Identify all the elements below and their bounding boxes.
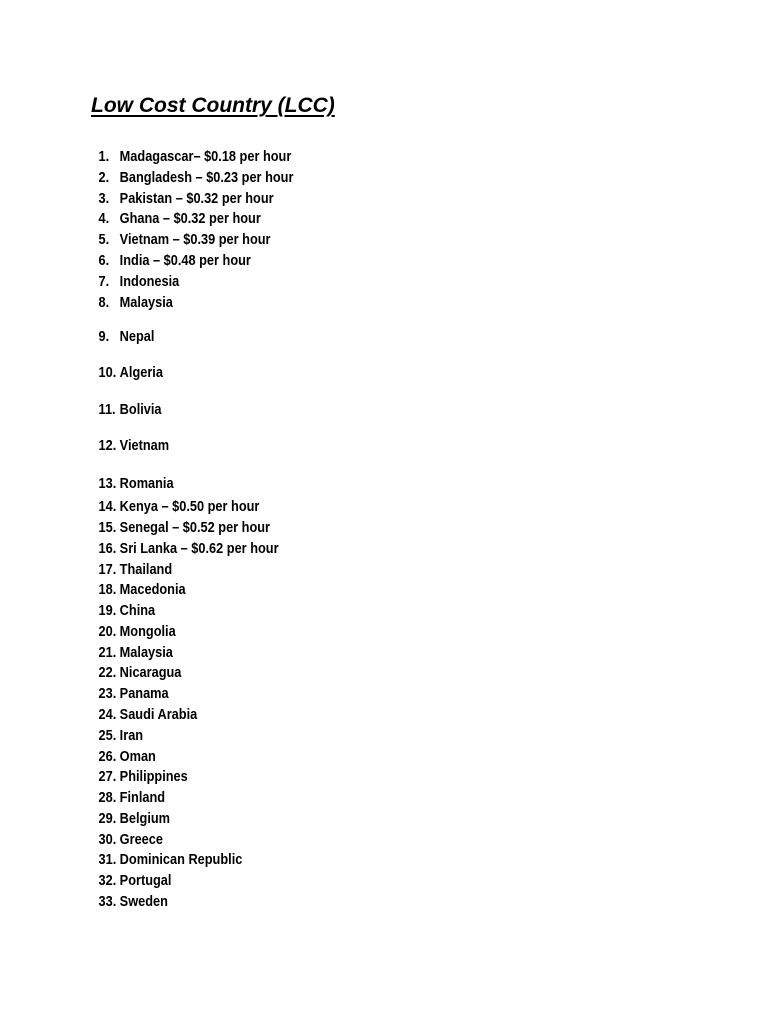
item-number: 26. — [98, 749, 117, 765]
item-number: 31. — [98, 852, 117, 868]
item-text: Finland — [119, 790, 166, 806]
item-text: Greece — [119, 832, 163, 848]
item-number: 22. — [98, 665, 117, 681]
item-text: Indonesia — [119, 274, 180, 290]
item-number: 5. — [98, 232, 110, 248]
item-number: 6. — [98, 253, 110, 269]
item-number: 29. — [98, 811, 117, 827]
item-text: Oman — [119, 749, 156, 765]
item-text: Algeria — [119, 365, 163, 381]
item-text: Mongolia — [119, 624, 176, 640]
item-text: Kenya – $0.50 per hour — [119, 499, 260, 515]
item-text: Bangladesh – $0.23 per hour — [119, 170, 294, 186]
item-number: 9. — [98, 329, 110, 345]
item-text: Belgium — [119, 811, 171, 827]
item-number: 11. — [98, 402, 116, 418]
item-text: Madagascar– $0.18 per hour — [119, 149, 292, 165]
item-text: China — [119, 603, 156, 619]
item-number: 23. — [98, 686, 117, 702]
item-number: 7. — [98, 274, 110, 290]
item-text: Portugal — [119, 873, 172, 889]
item-number: 25. — [98, 728, 117, 744]
item-number: 21. — [98, 645, 117, 661]
item-number: 28. — [98, 790, 117, 806]
item-text: Nicaragua — [119, 665, 182, 681]
item-text: Saudi Arabia — [119, 707, 198, 723]
item-number: 15. — [98, 520, 117, 536]
item-number: 2. — [98, 170, 110, 186]
item-number: 30. — [98, 832, 117, 848]
item-text: Romania — [119, 476, 174, 492]
page-title: Low Cost Country (LCC) — [91, 94, 335, 117]
item-text: Panama — [119, 686, 169, 702]
item-text: Ghana – $0.32 per hour — [119, 211, 261, 227]
item-text: Iran — [119, 728, 144, 744]
item-text: Malaysia — [119, 645, 173, 661]
item-number: 1. — [98, 149, 110, 165]
item-number: 24. — [98, 707, 117, 723]
item-text: Pakistan – $0.32 per hour — [119, 191, 274, 207]
item-text: Philippines — [119, 769, 188, 785]
item-number: 12. — [98, 438, 117, 454]
item-number: 4. — [98, 211, 110, 227]
item-number: 18. — [98, 582, 117, 598]
item-number: 10. — [98, 365, 117, 381]
item-text: India – $0.48 per hour — [119, 253, 251, 269]
item-text: Vietnam – $0.39 per hour — [119, 232, 271, 248]
item-text: Bolivia — [119, 402, 162, 418]
item-number: 20. — [98, 624, 117, 640]
item-number: 8. — [98, 295, 110, 311]
item-text: Senegal – $0.52 per hour — [119, 520, 271, 536]
item-text: Dominican Republic — [119, 852, 243, 868]
item-number: 16. — [98, 541, 117, 557]
item-number: 17. — [98, 562, 117, 578]
item-number: 19. — [98, 603, 117, 619]
item-text: Malaysia — [119, 295, 173, 311]
item-number: 3. — [98, 191, 110, 207]
item-text: Nepal — [119, 329, 155, 345]
item-text: Sri Lanka – $0.62 per hour — [119, 541, 279, 557]
item-number: 14. — [98, 499, 117, 515]
item-text: Thailand — [119, 562, 173, 578]
item-number: 13. — [98, 476, 117, 492]
item-number: 27. — [98, 769, 117, 785]
item-number: 33. — [98, 894, 117, 910]
item-number: 32. — [98, 873, 117, 889]
item-text: Vietnam — [119, 438, 170, 454]
item-text: Macedonia — [119, 582, 186, 598]
item-text: Sweden — [119, 894, 168, 910]
